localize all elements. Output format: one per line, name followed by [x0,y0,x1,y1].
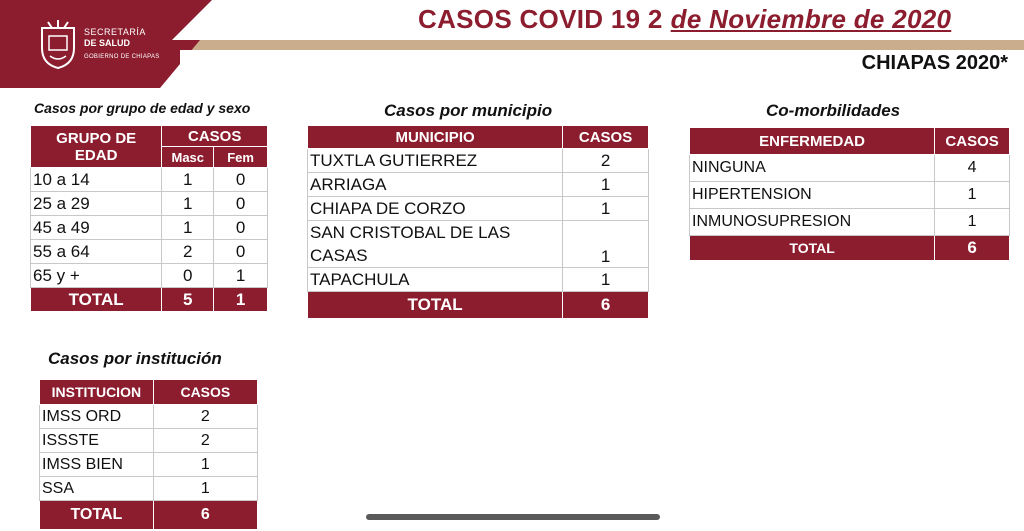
coat-of-arms-logo [38,18,78,70]
col-header-group: GRUPO DE EDAD [31,126,162,168]
table-row [308,197,649,221]
cases-cell: 1 [153,477,257,501]
cases-cell: 1 [935,182,1010,209]
table-row [31,168,268,192]
comorbidities-table [689,127,1010,261]
table-row [690,155,1010,182]
age-sex-table [30,125,268,312]
cases-cell: 2 [563,149,649,173]
comorbidities-title: Co-morbilidades [766,101,901,120]
total-row [308,292,649,319]
wordmark-line3: GOBIERNO DE CHIAPAS [84,54,160,60]
institution-cell: SSA [40,477,154,501]
wordmark-line1: SECRETARÍA [84,27,146,37]
age-group-cell: 10 a 14 [31,168,162,192]
total-row [690,236,1010,261]
fem-cell: 0 [214,168,268,192]
total-fem: 1 [214,288,268,312]
age-group-cell: 45 a 49 [31,216,162,240]
municipality-title: Casos por municipio [384,101,553,120]
table-row [690,182,1010,209]
cases-cell: 1 [563,197,649,221]
cases-cell: 1 [153,453,257,477]
institution-table [39,379,258,530]
cases-cell: 1 [563,268,649,292]
masc-cell: 1 [162,216,214,240]
col-header-fem: Fem [214,147,268,168]
title-main: CASOS COVID 19 2 [418,4,663,34]
total-row [31,288,268,312]
cases-cell: 1 [563,173,649,197]
masc-cell: 2 [162,240,214,264]
fem-cell: 0 [214,240,268,264]
table-row [40,405,258,429]
masc-cell: 0 [162,264,214,288]
table-row [308,173,649,197]
disease-cell: NINGUNA [690,155,935,182]
disease-cell: INMUNOSUPRESION [690,209,935,236]
age-group-cell: 65 y + [31,264,162,288]
col-header-cases: CASOS [935,128,1010,155]
cases-cell: 1 [563,221,649,268]
total-value: 6 [935,236,1010,261]
age-group-cell: 55 a 64 [31,240,162,264]
cases-cell: 1 [935,209,1010,236]
table-row [31,240,268,264]
col-header-municipality: MUNICIPIO [308,126,563,149]
page-subtitle: CHIAPAS 2020* [861,52,1008,74]
age-group-cell: 25 a 29 [31,192,162,216]
institution-cell: ISSSTE [40,429,154,453]
col-header-masc: Masc [162,147,214,168]
municipality-cell: SAN CRISTOBAL DE LAS CASAS [308,221,563,268]
total-value: 6 [153,501,257,530]
table-row [690,209,1010,236]
total-masc: 5 [162,288,214,312]
table-row [40,477,258,501]
fem-cell: 0 [214,192,268,216]
cases-cell: 2 [153,405,257,429]
fem-cell: 0 [214,216,268,240]
table-row [31,216,268,240]
total-row [40,501,258,530]
table-row [31,264,268,288]
total-label: TOTAL [308,292,563,319]
col-header-cases: CASOS [162,126,268,147]
age-sex-title: Casos por grupo de edad y sexo [34,100,251,116]
municipality-cell: TAPACHULA [308,268,563,292]
horizontal-scrollbar[interactable] [366,514,660,520]
table-row [308,268,649,292]
institution-title: Casos por institución [48,349,222,368]
masc-cell: 1 [162,168,214,192]
table-row [40,453,258,477]
municipality-cell: CHIAPA DE CORZO [308,197,563,221]
wordmark-line2: DE SALUD [84,38,131,48]
col-header-institution: INSTITUCION [40,380,154,405]
fem-cell: 1 [214,264,268,288]
institution-cell: IMSS ORD [40,405,154,429]
total-label: TOTAL [31,288,162,312]
col-header-disease: ENFERMEDAD [690,128,935,155]
total-value: 6 [563,292,649,319]
table-row [31,192,268,216]
disease-cell: HIPERTENSION [690,182,935,209]
total-label: TOTAL [690,236,935,261]
cases-cell: 2 [153,429,257,453]
municipality-cell: ARRIAGA [308,173,563,197]
col-header-cases: CASOS [153,380,257,405]
col-header-cases: CASOS [563,126,649,149]
table-row [308,221,649,268]
cases-cell: 4 [935,155,1010,182]
institution-cell: IMSS BIEN [40,453,154,477]
title-date: de Noviembre de 2020 [670,4,952,34]
total-label: TOTAL [40,501,154,530]
municipality-cell: TUXTLA GUTIERREZ [308,149,563,173]
municipality-table [307,125,649,319]
ministry-wordmark [84,27,160,63]
masc-cell: 1 [162,192,214,216]
page-header [0,0,1024,88]
table-row [40,429,258,453]
page-title [418,4,951,35]
table-row [308,149,649,173]
